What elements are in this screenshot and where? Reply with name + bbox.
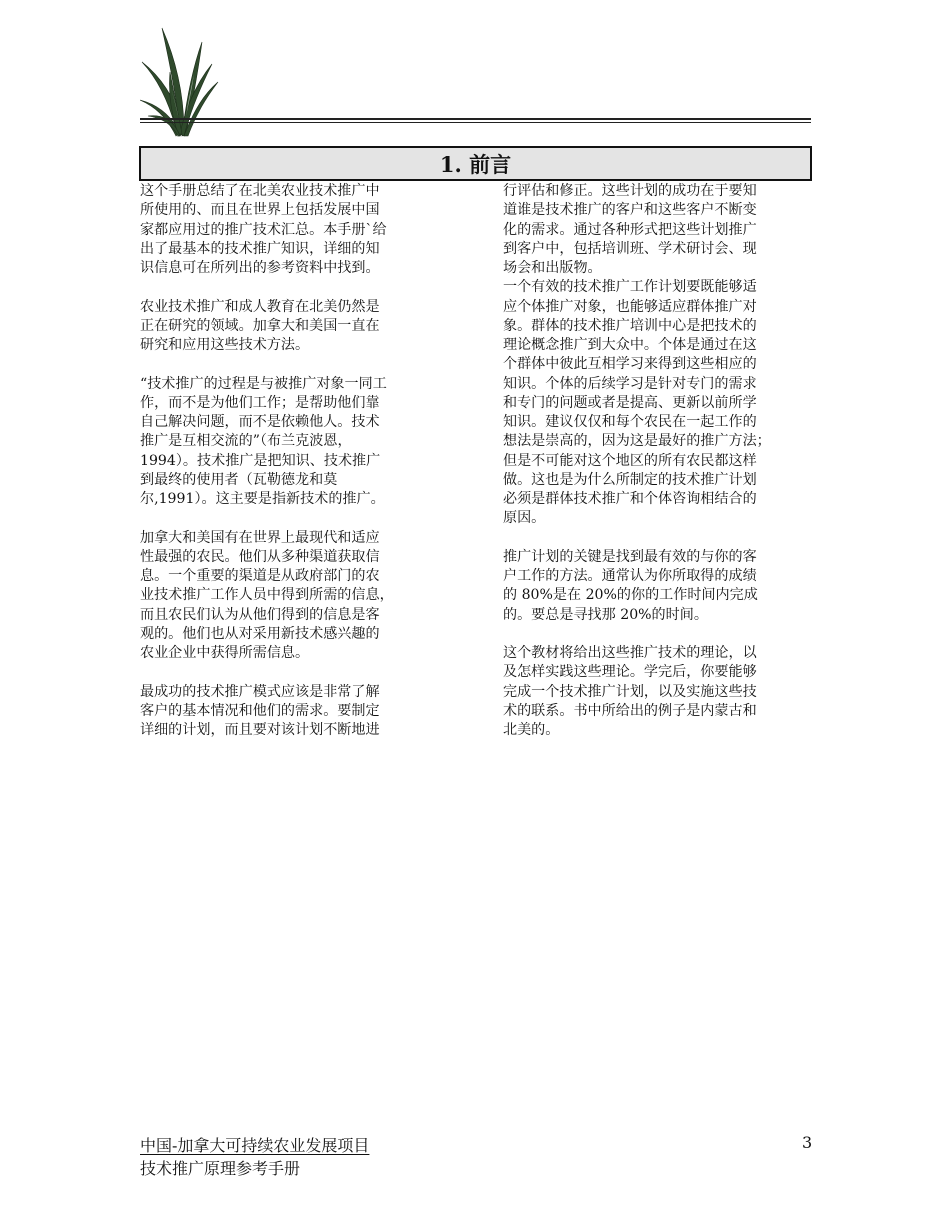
paragraph-gap <box>140 355 442 374</box>
text-line: 而且农民们认为从他们得到的信息是客 <box>140 606 380 623</box>
header-rule-thick <box>140 118 811 120</box>
text-line: 息。一个重要的渠道是从政府部门的农 <box>140 568 380 584</box>
text-line: 场会和出版物。 <box>503 260 602 276</box>
text-line: 做。这也是为什么所制定的技术推广计划 <box>503 471 757 488</box>
text-line: 户工作的方法。通常认为你所取得的成绩 <box>503 568 757 584</box>
text-line: 术的联系。书中所给出的例子是内蒙古和 <box>503 702 757 719</box>
text-line: 完成一个技术推广计划，以及实施这些技 <box>503 683 757 700</box>
text-line: 最成功的技术推广模式应该是非常了解 <box>140 683 380 700</box>
text-line: 作，而不是为他们工作；是帮助他们靠 <box>140 394 380 411</box>
text-line: “技术推广的过程是与被推广对象一同工 <box>140 375 387 392</box>
text-line: 家都应用过的推广技术汇总。本手册`给 <box>140 221 387 238</box>
footer-project-name: 中国-加拿大可持续农业发展项目 <box>140 1136 370 1155</box>
text-line: 详细的计划，而且要对该计划不断地进 <box>140 722 380 738</box>
text-line: 自己解决问题，而不是依赖他人。技术 <box>140 414 380 430</box>
text-line: 农业技术推广和成人教育在北美仍然是 <box>140 298 380 315</box>
text-line: 行评估和修正。这些计划的成功在于要知 <box>503 183 757 199</box>
paragraph-gap <box>140 278 442 297</box>
footer-manual-title: 技术推广原理参考手册 <box>140 1159 301 1178</box>
text-line: 1994）。技术推广是把知识、技术推广 <box>140 452 381 469</box>
right-text-column <box>503 182 815 740</box>
text-line: 这个手册总结了在北美农业技术推广中 <box>140 183 380 199</box>
text-line: 出了最基本的技术推广知识，详细的知 <box>140 240 380 257</box>
paragraph-gap <box>140 509 442 528</box>
text-line: 想法是崇高的，因为这是最好的推广方法； <box>503 433 771 450</box>
text-line: 识信息可在所列出的参考资料中找到。 <box>140 260 380 276</box>
text-line: 这个教材将给出这些推广技术的理论，以 <box>503 645 757 661</box>
text-line: 客户的基本情况和他们的需求。要制定 <box>140 702 380 719</box>
text-line: 观的。他们也从对采用新技术感兴趣的 <box>140 625 380 642</box>
text-line: 尔,1991）。这主要是指新技术的推广。 <box>140 491 385 507</box>
text-line: 性最强的农民。他们从多种渠道获取信 <box>140 548 380 565</box>
text-line: 业技术推广工作人员中得到所需的信息， <box>140 587 394 604</box>
text-line: 加拿大和美国有在世界上最现代和适应 <box>140 529 380 546</box>
header-rule-thin <box>140 122 811 123</box>
text-line: 一个有效的技术推广工作计划要既能够适 <box>503 279 757 296</box>
text-line: 的。要总是寻找那 20%的时间。 <box>503 606 708 623</box>
text-line: 理论概念推广到大众中。个体是通过在这 <box>503 337 757 353</box>
text-line: 及怎样实践这些理论。学完后，你要能够 <box>503 664 757 681</box>
text-line: 的 80%是在 20%的你的工作时间内完成 <box>503 587 758 604</box>
text-line: 知识。个体的后续学习是针对专门的需求 <box>503 375 757 392</box>
left-text-column <box>140 182 442 740</box>
text-line: 所使用的、而且在世界上包括发展中国 <box>140 202 380 219</box>
text-line: 研究和应用这些技术方法。 <box>140 337 310 353</box>
section-title: 1. 前言 <box>439 151 512 177</box>
text-line: 正在研究的领域。加拿大和美国一直在 <box>140 317 380 334</box>
text-line: 个群体中彼此互相学习来得到这些相应的 <box>503 356 757 373</box>
text-line: 应个体推广对象，也能够适应群体推广对 <box>503 298 757 315</box>
text-line: 化的需求。通过各种形式把这些计划推广 <box>503 221 757 238</box>
text-line: 推广计划的关键是找到最有效的与你的客 <box>503 548 757 565</box>
text-line: 原因。 <box>503 510 546 527</box>
paragraph-gap <box>503 529 815 548</box>
paragraph-gap <box>140 663 442 682</box>
text-line: 农业企业中获得所需信息。 <box>140 645 310 661</box>
text-line: 到客户中，包括培训班、学术研讨会、现 <box>503 240 757 257</box>
text-line: 北美的。 <box>503 722 560 738</box>
paragraph-gap <box>503 625 815 644</box>
text-line: 但是不可能对这个地区的所有农民都这样 <box>503 452 757 469</box>
text-line: 象。群体的技术推广培训中心是把技术的 <box>503 317 757 334</box>
section-title-box <box>139 146 812 181</box>
text-line: 必须是群体技术推广和个体咨询相结合的 <box>503 491 757 507</box>
text-line: 道谁是技术推广的客户和这些客户不断变 <box>503 202 757 219</box>
text-line: 知识。建议仅仅和每个农民在一起工作的 <box>503 414 757 430</box>
page-number: 3 <box>802 1133 813 1152</box>
text-line: 推广是互相交流的”（布兰克波恩， <box>140 433 352 450</box>
text-line: 到最终的使用者（瓦勒德龙和莫 <box>140 471 338 488</box>
text-line: 和专门的问题或者是提高、更新以前所学 <box>503 394 757 411</box>
